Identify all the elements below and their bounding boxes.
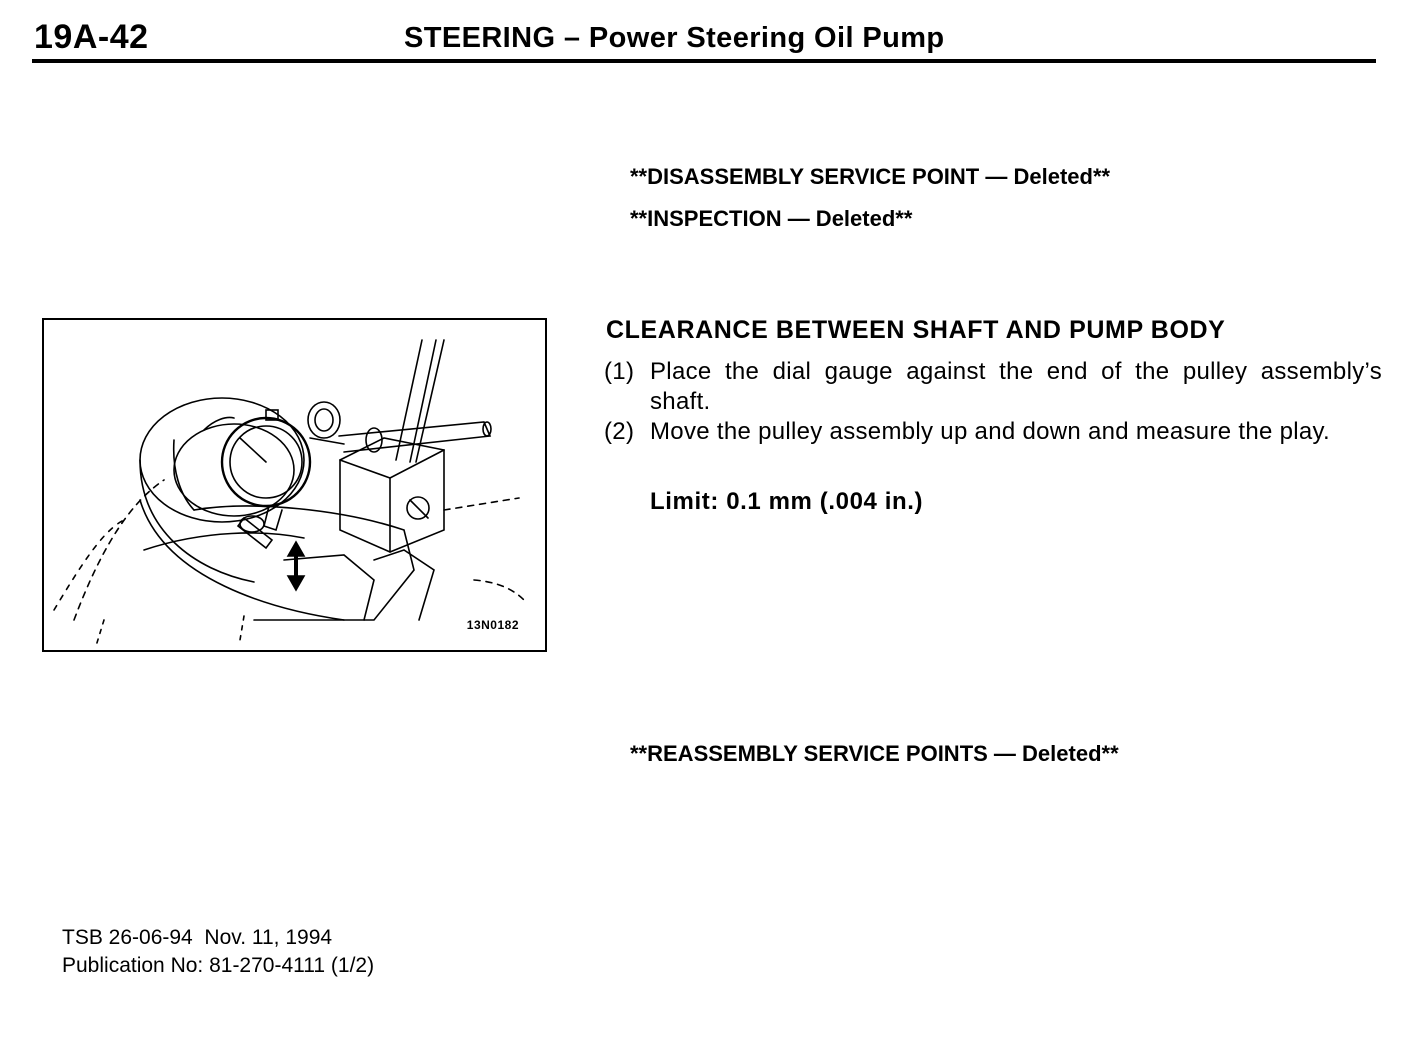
tsb-reference: TSB 26-06-94 Nov. 11, 1994 bbox=[62, 926, 333, 949]
disassembly-deleted-note: **DISASSEMBLY SERVICE POINT — Deleted** bbox=[630, 164, 1111, 189]
section-heading: CLEARANCE BETWEEN SHAFT AND PUMP BODY bbox=[606, 316, 1226, 344]
inspection-deleted-note: **INSPECTION — Deleted** bbox=[630, 206, 913, 231]
publication-number: Publication No: 81-270-4111 (1/2) bbox=[62, 954, 375, 977]
procedure-steps bbox=[604, 357, 1382, 447]
limit-value: Limit: 0.1 mm (.004 in.) bbox=[650, 488, 924, 515]
dial-gauge-illustration bbox=[44, 320, 547, 652]
step-text: Move the pulley assembly up and down and measure the play. bbox=[650, 418, 1331, 445]
page-title: STEERING – Power Steering Oil Pump bbox=[404, 22, 945, 54]
illustration-figure bbox=[42, 318, 547, 652]
footer bbox=[62, 924, 374, 980]
figure-code: 13N0182 bbox=[466, 618, 519, 632]
procedure-step bbox=[604, 417, 1382, 447]
procedure-step bbox=[604, 357, 1382, 417]
header-divider bbox=[32, 59, 1376, 63]
page-number: 19A-42 bbox=[34, 18, 149, 56]
step-number: (2) bbox=[604, 418, 635, 445]
step-number: (1) bbox=[604, 358, 635, 385]
reassembly-deleted-note: **REASSEMBLY SERVICE POINTS — Deleted** bbox=[630, 741, 1119, 766]
step-text: Place the dial gauge against the end of the pulley assembly’s shaft. bbox=[650, 358, 1382, 415]
